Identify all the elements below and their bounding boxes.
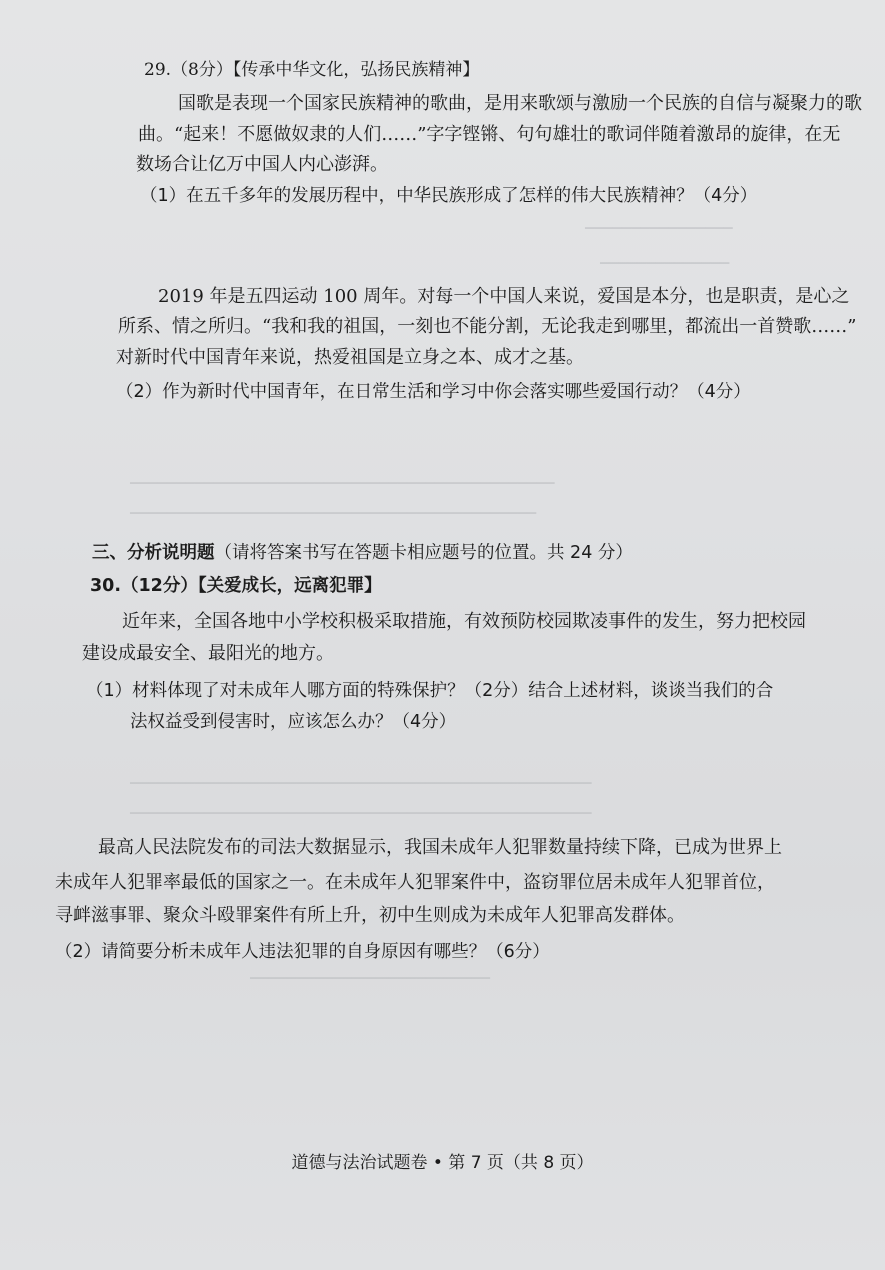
q30-subquestion-2: （2）请简要分析未成年人违法犯罪的自身原因有哪些？（6分）	[55, 942, 550, 962]
show-through-mark: ▁▁▁▁▁▁▁▁▁▁▁▁▁▁▁▁	[585, 215, 733, 229]
section-heading	[92, 541, 633, 565]
section-title: 三、分析说明题	[92, 543, 215, 563]
q29-material-line: 国歌是表现一个国家民族精神的歌曲，是用来歌颂与激励一个民族的自信与凝聚力的歌	[178, 93, 862, 114]
q30-material2-line: 寻衅滋事罪、聚众斗殴罪案件有所上升，初中生则成为未成年人犯罪高发群体。	[55, 905, 685, 926]
section-note: （请将答案书写在答题卡相应题号的位置。共 24 分）	[214, 543, 633, 563]
q29-subquestion-1: （1）在五千多年的发展历程中，中华民族形成了怎样的伟大民族精神？（4分）	[140, 186, 758, 206]
q29-subquestion-2: （2）作为新时代中国青年，在日常生活和学习中你会落实哪些爱国行动？（4分）	[116, 382, 751, 402]
q29-material-line: 曲。“起来！不愿做奴隶的人们……”字字铿锵、句句雄壮的歌词伴随着激昂的旋律，在无	[138, 124, 841, 145]
show-through-mark: ▁▁▁▁▁▁▁▁▁▁▁▁▁▁▁▁▁▁▁▁▁▁▁▁▁▁▁▁▁▁▁▁▁▁▁▁▁▁▁▁▁▁▁▁▁▁	[130, 470, 555, 484]
q29-material2-line: 2019 年是五四运动 100 周年。对每一个中国人来说，爱国是本分，也是职责，是心之	[158, 286, 850, 307]
q29-material-line: 数场合让亿万中国人内心澎湃。	[136, 154, 388, 175]
show-through-mark: ▁▁▁▁▁▁▁▁▁▁▁▁▁▁	[600, 250, 730, 264]
show-through-mark: ▁▁▁▁▁▁▁▁▁▁▁▁▁▁▁▁▁▁▁▁▁▁▁▁▁▁▁▁▁▁▁▁▁▁▁▁▁▁▁▁▁▁▁▁▁▁▁▁▁▁	[130, 800, 592, 814]
q30-material-line: 近年来，全国各地中小学校积极采取措施，有效预防校园欺凌事件的发生，努力把校园	[122, 611, 806, 632]
q30-title: 30.（12分）【关爱成长，远离犯罪】	[90, 576, 382, 596]
q30-subquestion-1-cont: 法权益受到侵害时，应该怎么办？（4分）	[130, 712, 457, 732]
q30-subquestion-1: （1）材料体现了对未成年人哪方面的特殊保护？（2分）结合上述材料，谈谈当我们的合	[86, 681, 774, 701]
q30-material2-line: 未成年人犯罪率最低的国家之一。在未成年人犯罪案件中，盗窃罪位居未成年人犯罪首位，	[55, 872, 775, 893]
q29-title: 29.（8分）【传承中华文化，弘扬民族精神】	[144, 60, 480, 80]
show-through-mark: ▁▁▁▁▁▁▁▁▁▁▁▁▁▁▁▁▁▁▁▁▁▁▁▁▁▁▁▁▁▁▁▁▁▁▁▁▁▁▁▁▁▁▁▁	[130, 500, 537, 514]
show-through-mark: ▁▁▁▁▁▁▁▁▁▁▁▁▁▁▁▁▁▁▁▁▁▁▁▁▁▁	[250, 965, 490, 979]
q29-material2-line: 对新时代中国青年来说，热爱祖国是立身之本、成才之基。	[116, 347, 584, 368]
page-footer: 道德与法治试题卷 • 第 7 页（共 8 页）	[291, 1153, 594, 1173]
q29-material2-line: 所系、情之所归。“我和我的祖国，一刻也不能分割，无论我走到哪里，都流出一首赞歌……”	[118, 316, 857, 337]
show-through-mark: ▁▁▁▁▁▁▁▁▁▁▁▁▁▁▁▁▁▁▁▁▁▁▁▁▁▁▁▁▁▁▁▁▁▁▁▁▁▁▁▁▁▁▁▁▁▁▁▁▁▁	[130, 770, 592, 784]
q30-material2-line: 最高人民法院发布的司法大数据显示，我国未成年人犯罪数量持续下降，已成为世界上	[98, 837, 782, 858]
q30-material-line: 建设成最安全、最阳光的地方。	[82, 643, 334, 664]
